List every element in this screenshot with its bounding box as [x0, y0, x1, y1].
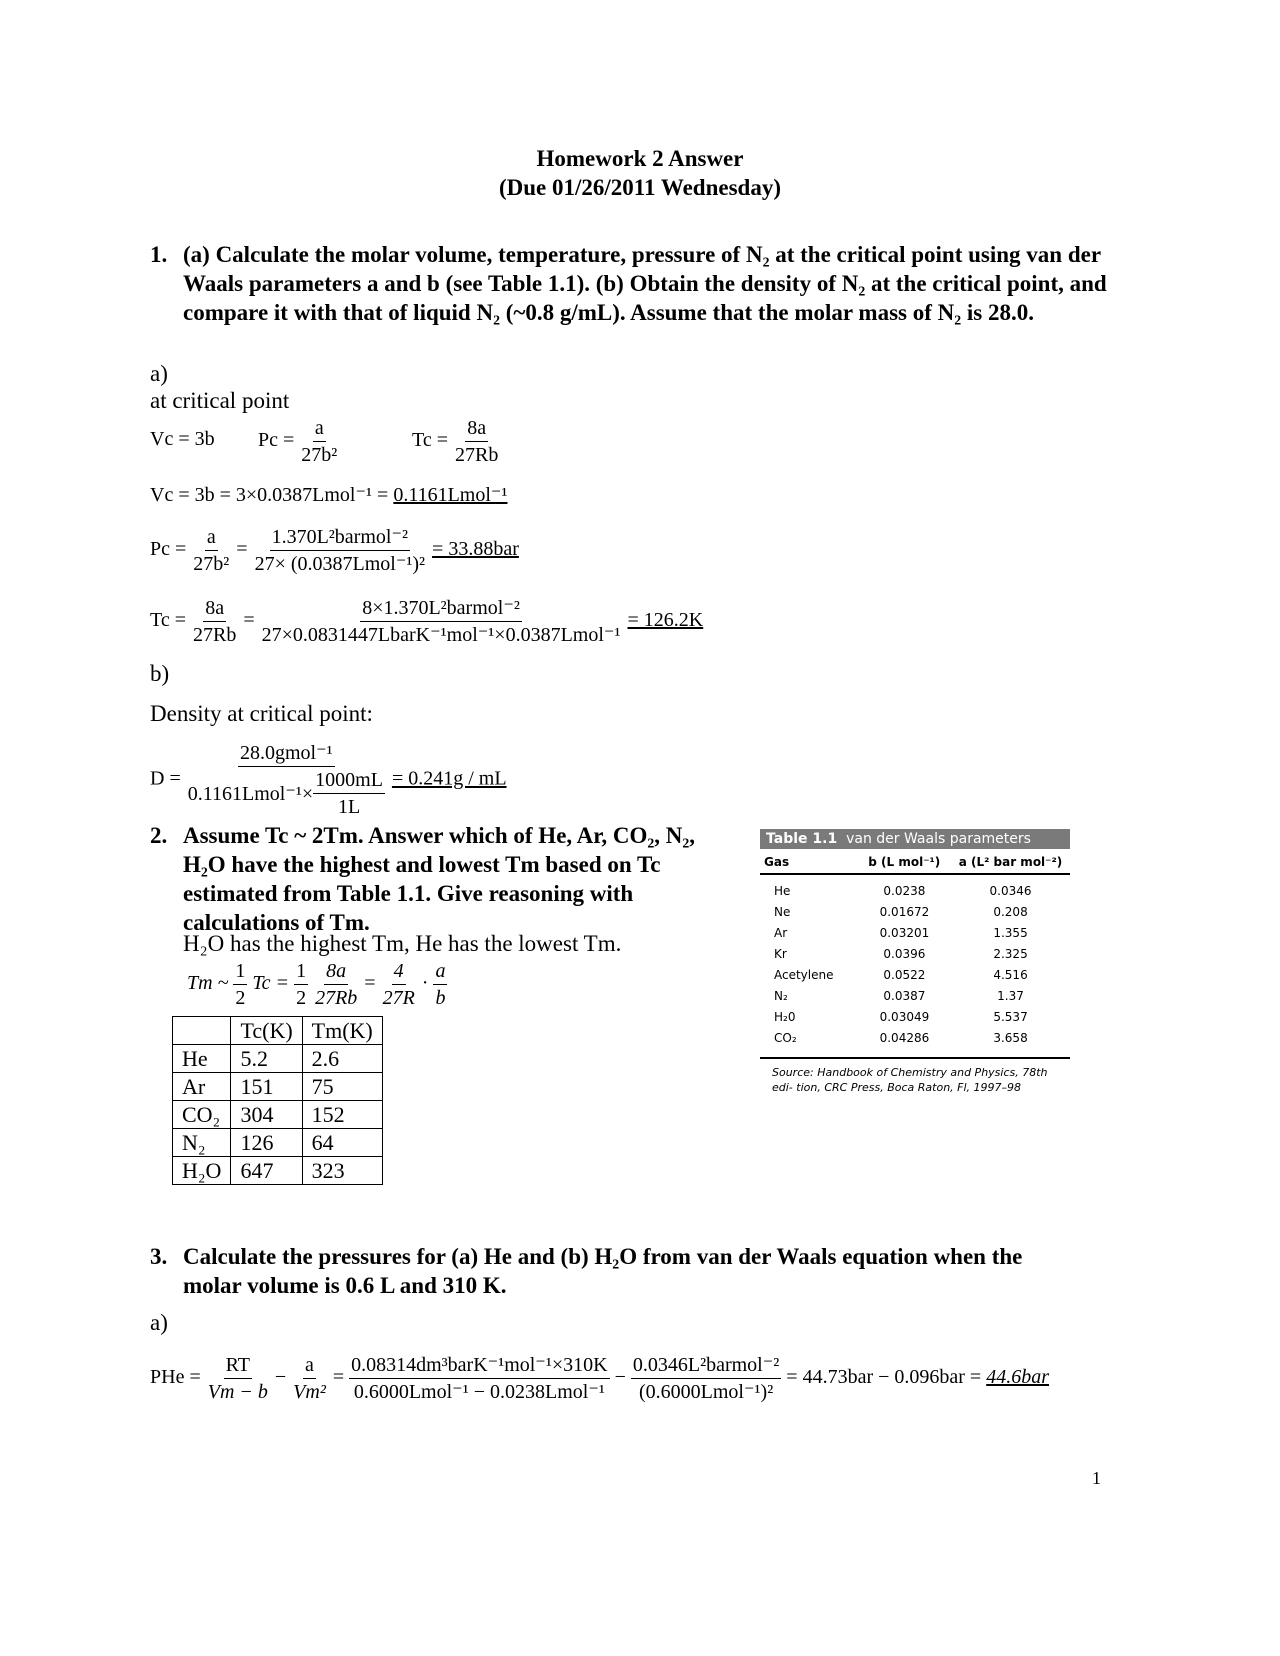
table-1-1-cell: 0.01672 — [879, 905, 930, 919]
tc-calculation: Tc = $\frac{8a}{27Rb}$ = $\frac{\text{8×1.370L²barmol⁻²}}{\text{27×0.0831447LbarK⁻¹mol⁻¹×0.0387Lmol⁻¹}}$ = 126.2K — [150, 597, 704, 646]
table-cell: Tm(K) — [302, 1017, 382, 1045]
table-row — [173, 1101, 383, 1129]
q1-part-a-label: a) — [150, 361, 168, 386]
table-cell: 151 — [231, 1073, 302, 1101]
table-cell — [173, 1017, 231, 1045]
table-cell: N₂ — [173, 1129, 231, 1157]
table-1-1-caption: Table 1.1 van der Waals parameters — [760, 829, 1070, 849]
q3-text: Calculate the pressures for (a) He and (b) H₂O from van der Waals equation when the molar volume is 0.6 L and 310 K. — [183, 1244, 1023, 1298]
q1-number: 1. — [150, 242, 168, 267]
table-cell: 126 — [231, 1129, 302, 1157]
table-1-1-cell: 1.355 — [993, 926, 1028, 940]
q1-text: (a) Calculate the molar volume, temperature, pressure of N₂ at the critical point using van der Waals parameters a and b (see Table 1.1). (b) Obtain the density of N₂ at the critical point, and compare it with that of liquid N₂ (~0.8 g/mL). Assume that the molar mass of N₂ is 28.0. — [183, 242, 1107, 325]
table-1-1-cell: Ne — [774, 905, 791, 919]
table-1-1-row — [760, 986, 1070, 1007]
tc-definition: Tc = $\frac{8a}{27Rb}$ — [412, 417, 499, 466]
table-1-1-cell: Acetylene — [774, 968, 834, 982]
table-cell: H₂O — [173, 1157, 231, 1185]
pc-calculation: Pc = $\frac{a}{\text{27b²}}$ = $\frac{\text{1.370L²barmol⁻²}}{\text{27× (0.0387Lmol⁻¹)²}}$ = 33.88bar — [150, 526, 519, 575]
table-cell: He — [173, 1045, 231, 1073]
table-row — [173, 1045, 383, 1073]
table-1-1-cell: 2.325 — [993, 947, 1028, 961]
page-number: 1 — [1092, 1468, 1101, 1488]
q3-number: 3. — [150, 1244, 168, 1269]
q2-text: Assume Tc ~ 2Tm. Answer which of He, Ar, CO₂, N₂, H₂O have the highest and lowest Tm based on Tc estimated from Table 1.1. Give reasoning with calculations of Tm. — [183, 823, 695, 935]
table-1-1-cell: 0.0396 — [883, 947, 926, 961]
table-1-1-cell: 0.0387 — [883, 989, 926, 1003]
table-cell: 323 — [302, 1157, 382, 1185]
table-1-1-cell: Ar — [774, 926, 788, 940]
table-cell: 304 — [231, 1101, 302, 1129]
table-1-1-row — [760, 1028, 1070, 1049]
table-1-1-row — [760, 902, 1070, 923]
q3-part-a-label: a) — [150, 1310, 168, 1335]
table-1-1-cell: 0.03201 — [879, 926, 930, 940]
table-cell: 75 — [302, 1073, 382, 1101]
density-calculation: D = 28.0gmol⁻¹ 0.1161Lmol⁻¹× $\frac{1000mL}{1L}$ = 0.241g / mL — [150, 742, 507, 818]
due-date: (Due 01/26/2011 Wednesday) — [499, 175, 781, 200]
table-header-row — [173, 1017, 383, 1045]
table-1-1-header: Gas b (L mol⁻¹) a (L² bar mol⁻²) — [760, 849, 1070, 875]
table-1-1-cell: 0.208 — [993, 905, 1028, 919]
table-1-1-cell: 3.658 — [993, 1031, 1028, 1045]
table-row — [173, 1129, 383, 1157]
q1-at-critical-point: at critical point — [150, 388, 290, 413]
table-cell: 647 — [231, 1157, 302, 1185]
table-cell: Tc(K) — [231, 1017, 302, 1045]
table-1-1-cell: Kr — [774, 947, 787, 961]
tm-table — [172, 1016, 383, 1185]
table-1-1-row — [760, 881, 1070, 902]
table-1-1-cell: 0.0522 — [883, 968, 926, 982]
table-row — [173, 1073, 383, 1101]
q1-part-b-label: b) — [150, 661, 170, 686]
table-1-1-row — [760, 1007, 1070, 1028]
table-1-1-cell: He — [774, 884, 791, 898]
table-1-1-cell: 4.516 — [993, 968, 1028, 982]
tm-formula: Tm ~ $\frac{1}{2}$ Tc = $\frac{1}{2}$ $\frac{8a}{27Rb}$ = $\frac{4}{27R}$ · $\frac{a}{b}$ — [187, 960, 446, 1009]
table-row — [173, 1157, 383, 1185]
table-1-1 — [760, 829, 1070, 1095]
density-label: Density at critical point: — [150, 701, 373, 726]
table-cell: 152 — [302, 1101, 382, 1129]
table-1-1-source: Source: Handbook of Chemistry and Physics, 78th edi- tion, CRC Press, Boca Raton, Fl, 1997–98 — [772, 1066, 1048, 1094]
table-cell: Ar — [173, 1073, 231, 1101]
table-1-1-cell: 0.0238 — [883, 884, 926, 898]
table-1-1-row — [760, 944, 1070, 965]
q2-answer: H₂O has the highest Tm, He has the lowest Tm. — [183, 931, 622, 956]
table-1-1-cell: CO₂ — [774, 1031, 797, 1045]
table-1-1-cell: H₂0 — [774, 1010, 796, 1024]
table-1-1-cell: 0.0346 — [989, 884, 1032, 898]
q2-number: 2. — [150, 823, 168, 848]
table-cell: 5.2 — [231, 1045, 302, 1073]
table-1-1-cell: 5.537 — [993, 1010, 1028, 1024]
vc-calculation: Vc = 3b = 3×0.0387Lmol⁻¹ = 0.1161Lmol⁻¹ — [150, 484, 508, 506]
table-1-1-row — [760, 923, 1070, 944]
vc-definition: Vc = 3b — [150, 428, 215, 450]
page-title: Homework 2 Answer — [536, 146, 744, 171]
table-cell: CO₂ — [173, 1101, 231, 1129]
table-1-1-cell: 0.03049 — [879, 1010, 930, 1024]
table-1-1-cell: 1.37 — [997, 989, 1024, 1003]
table-cell: 2.6 — [302, 1045, 382, 1073]
phe-calculation: PHe = $\frac{RT}{Vm - b}$ − $\frac{a}{\text{Vm²}}$ = $\frac{\text{0.08314dm³barK⁻¹mol⁻¹×310K}}{\text{0.6000Lmol⁻¹ − 0.0238Lmol⁻¹}}$ − $\frac{\text{0.0346L²barmol⁻²}}{\text{(0.6000Lmol⁻¹)²}}$ = 44.73bar − 0.096bar = 44.6bar — [150, 1354, 1050, 1403]
pc-definition: Pc = $\frac{a}{\text{27b²}}$ — [258, 417, 338, 466]
table-1-1-cell: N₂ — [774, 989, 788, 1003]
table-1-1-row — [760, 965, 1070, 986]
table-cell: 64 — [302, 1129, 382, 1157]
table-1-1-cell: 0.04286 — [879, 1031, 930, 1045]
